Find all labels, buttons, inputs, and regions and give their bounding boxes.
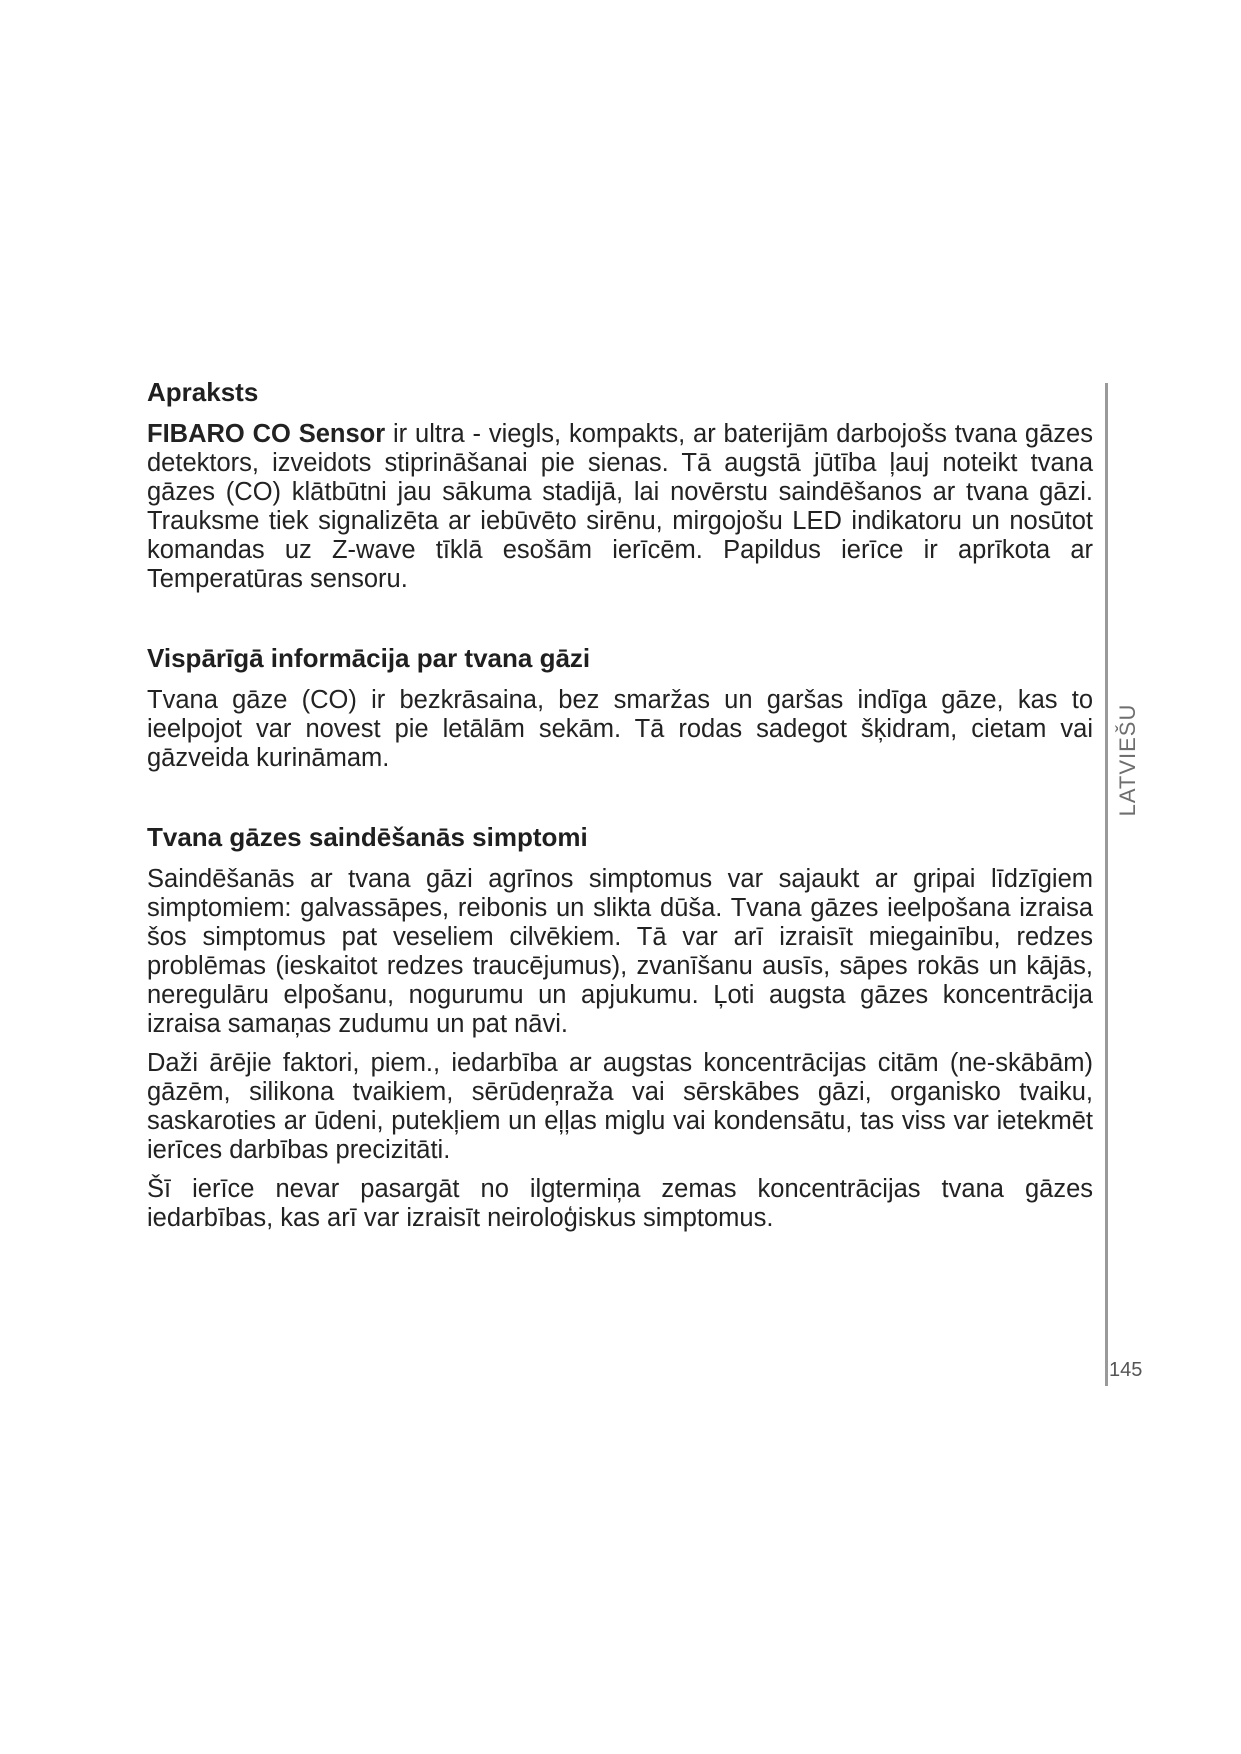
section-heading-apraksts: Apraksts [147, 377, 259, 407]
description-text: ir ultra - viegls, kompakts, ar baterijām darbojošs tvana gāzes detektors, izveidots stiprināšanai pie sienas. Tā augstā jūtība ļauj noteikt tvana gāzes (CO) klātbūtni jau sākuma stadijā, lai novērstu saindēšanos ar tvana gāzi. Trauksme tiek signalizēta ar iebūvēto sirēnu, mirgojošu LED indikatoru un nosūtot komandas uz Z-wave tīklā esošām ierīcēm. Papildus ierīce ir aprīkota ar Temperatūras sensoru. [147, 420, 1093, 593]
margin-rule [1105, 383, 1108, 1386]
paragraph-symptoms: Saindēšanās ar tvana gāzi agrīnos simptomus var sajaukt ar gripai līdzīgiem simptomiem: galvassāpes, reibonis un slikta dūša. Tvana gāzes ieelpošana izraisa šos simptomus pat veseliem cilvēkiem. Tā var arī izraisīt miegainību, redzes problēmas (ieskaitot redzes traucējumus), zvanīšanu ausīs, sāpes rokās un kājās, neregulāru elpošanu, nogurumu un apjukumu. Ļoti augsta gāzes koncentrācija izraisa samaņas zudumu un pat nāvi. [147, 865, 1093, 1038]
brand-name: FIBARO CO Sensor [147, 420, 386, 448]
document-body [147, 376, 1093, 1243]
section-heading-general-info: Vispārīgā informācija par tvana gāzi [147, 643, 591, 673]
language-side-label: LATVIEŠU [1115, 703, 1140, 817]
paragraph-long-term-exposure: Šī ierīce nevar pasargāt no ilgtermiņa zemas koncentrācijas tvana gāzes iedarbības, kas arī var izraisīt neiroloģiskus simptomus. [147, 1175, 1093, 1232]
section-heading-symptoms: Tvana gāzes saindēšanās simptomi [147, 822, 588, 852]
paragraph-external-factors: Daži ārējie faktori, piem., iedarbība ar augstas koncentrācijas citām (ne-skābām) gāzēm, silikona tvaikiem, sērūdeņraža vai sērskābes gāzi, organisko tvaiku, saskaroties ar ūdeni, putekļiem un eļļas miglu vai kondensātu, tas viss var ietekmēt ierīces darbības precizitāti. [147, 1049, 1093, 1164]
page-number: 145 [1109, 1359, 1143, 1381]
paragraph-general-info: Tvana gāze (CO) ir bezkrāsaina, bez smaržas un garšas indīga gāze, kas to ieelpojot var novest pie letālām sekām. Tā rodas sadegot šķidram, cietam vai gāzveida kurināmam. [147, 686, 1093, 772]
paragraph-description [147, 420, 1093, 594]
